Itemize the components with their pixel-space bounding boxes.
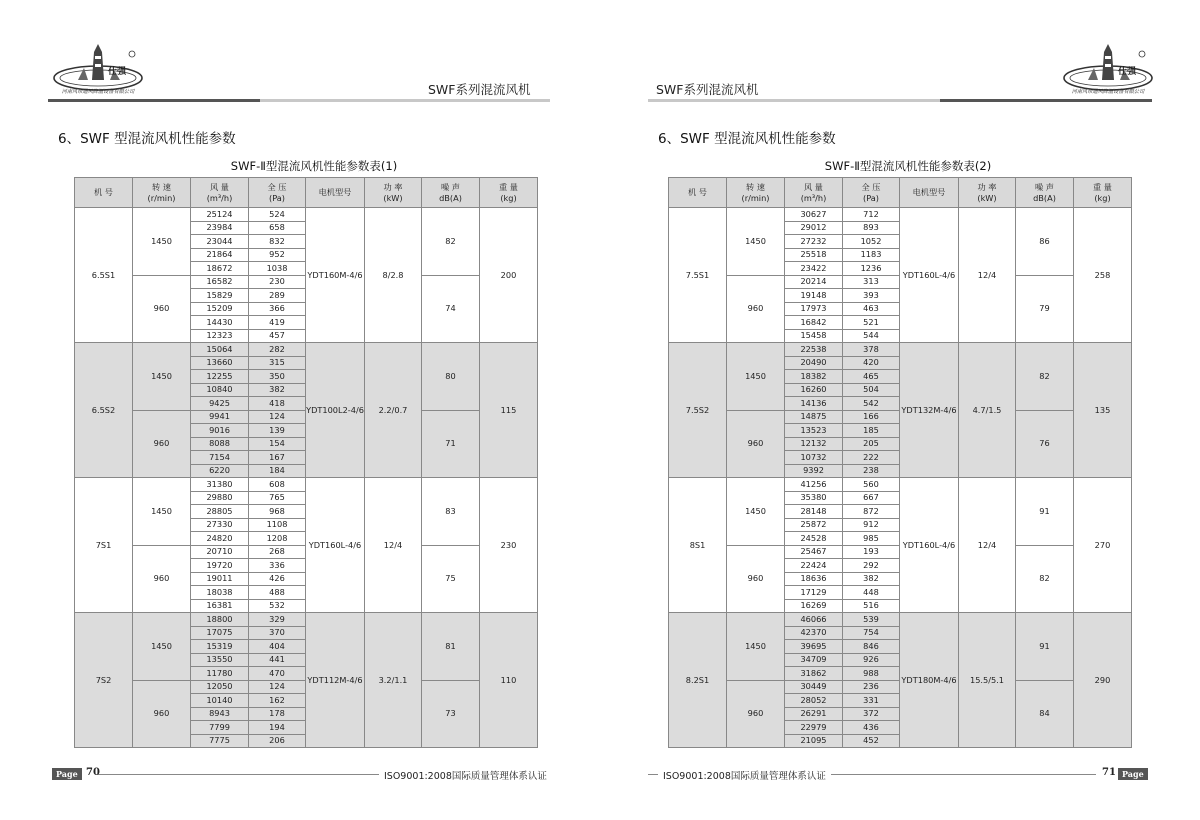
noise-cell: 86 xyxy=(1016,208,1074,276)
logo-company: 河南风帝通风降温设备有限公司 xyxy=(1071,89,1145,95)
pressure-cell: 754 xyxy=(843,626,900,640)
flow-cell: 16269 xyxy=(785,599,843,613)
pressure-cell: 968 xyxy=(249,505,306,519)
flow-cell: 35380 xyxy=(785,491,843,505)
model-cell: 7.5S1 xyxy=(669,208,727,343)
noise-cell: 82 xyxy=(422,208,480,276)
table-row xyxy=(75,613,538,627)
flow-cell: 14875 xyxy=(785,410,843,424)
noise-cell: 91 xyxy=(1016,613,1074,681)
table-row xyxy=(669,343,1132,357)
pressure-cell: 382 xyxy=(843,572,900,586)
company-logo xyxy=(1058,40,1168,96)
pressure-cell: 846 xyxy=(843,640,900,654)
flow-cell: 16260 xyxy=(785,383,843,397)
section-heading: 6、SWF 型混流风机性能参数 xyxy=(658,131,836,147)
flow-cell: 18800 xyxy=(191,613,249,627)
pressure-cell: 1208 xyxy=(249,532,306,546)
table-row xyxy=(669,613,1132,627)
flow-cell: 22979 xyxy=(785,721,843,735)
pressure-cell: 124 xyxy=(249,410,306,424)
header-power: 功 率 (kW) xyxy=(365,178,422,208)
noise-cell: 75 xyxy=(422,545,480,613)
page-number: 70 xyxy=(86,767,100,778)
header-rule-light xyxy=(260,99,550,102)
flow-cell: 23984 xyxy=(191,221,249,235)
logo-brand: 仕强 xyxy=(108,67,127,77)
pressure-cell: 166 xyxy=(843,410,900,424)
pressure-cell: 952 xyxy=(249,248,306,262)
pressure-cell: 315 xyxy=(249,356,306,370)
pressure-cell: 185 xyxy=(843,424,900,438)
pressure-cell: 532 xyxy=(249,599,306,613)
pressure-cell: 331 xyxy=(843,694,900,708)
pressure-cell: 436 xyxy=(843,721,900,735)
header-noise: 噪 声 dB(A) xyxy=(422,178,480,208)
model-cell: 7.5S2 xyxy=(669,343,727,478)
speed-cell: 960 xyxy=(727,410,785,478)
flow-cell: 15319 xyxy=(191,640,249,654)
noise-cell: 82 xyxy=(1016,545,1074,613)
table-title: SWF-Ⅱ型混流风机性能参数表(2) xyxy=(824,159,992,173)
pressure-cell: 448 xyxy=(843,586,900,600)
flow-cell: 15209 xyxy=(191,302,249,316)
pressure-cell: 370 xyxy=(249,626,306,640)
flow-cell: 22538 xyxy=(785,343,843,357)
pressure-cell: 1108 xyxy=(249,518,306,532)
motor-cell: YDT160L-4/6 xyxy=(306,478,365,613)
flow-cell: 14136 xyxy=(785,397,843,411)
pressure-cell: 712 xyxy=(843,208,900,222)
pressure-cell: 658 xyxy=(249,221,306,235)
page-label: Page xyxy=(52,768,82,780)
flow-cell: 18382 xyxy=(785,370,843,384)
flow-cell: 9425 xyxy=(191,397,249,411)
model-cell: 6.5S1 xyxy=(75,208,133,343)
header-model: 机 号 xyxy=(75,178,133,208)
flow-cell: 31862 xyxy=(785,667,843,681)
flow-cell: 20710 xyxy=(191,545,249,559)
table-row xyxy=(669,478,1132,492)
power-cell: 2.2/0.7 xyxy=(365,343,422,478)
flow-cell: 42370 xyxy=(785,626,843,640)
pressure-cell: 832 xyxy=(249,235,306,249)
fan-model-group xyxy=(669,343,1132,478)
flow-cell: 27330 xyxy=(191,518,249,532)
pressure-cell: 393 xyxy=(843,289,900,303)
logo-brand: 仕强 xyxy=(1118,67,1137,77)
fan-model-group xyxy=(75,478,538,613)
pressure-cell: 765 xyxy=(249,491,306,505)
pressure-cell: 926 xyxy=(843,653,900,667)
header-rule-dark xyxy=(48,99,260,102)
speed-cell: 960 xyxy=(133,545,191,613)
flow-cell: 25124 xyxy=(191,208,249,222)
flow-cell: 27232 xyxy=(785,235,843,249)
pressure-cell: 404 xyxy=(249,640,306,654)
speed-cell: 960 xyxy=(727,680,785,748)
pressure-cell: 524 xyxy=(249,208,306,222)
flow-cell: 28052 xyxy=(785,694,843,708)
page-label: Page xyxy=(1118,768,1148,780)
flow-cell: 21095 xyxy=(785,734,843,748)
pressure-cell: 282 xyxy=(249,343,306,357)
pressure-cell: 608 xyxy=(249,478,306,492)
pressure-cell: 268 xyxy=(249,545,306,559)
pressure-cell: 329 xyxy=(249,613,306,627)
pressure-cell: 292 xyxy=(843,559,900,573)
series-title: SWF系列混流风机 xyxy=(428,82,531,97)
pressure-cell: 504 xyxy=(843,383,900,397)
weight-cell: 110 xyxy=(480,613,538,748)
pressure-cell: 463 xyxy=(843,302,900,316)
flow-cell: 34709 xyxy=(785,653,843,667)
pressure-cell: 912 xyxy=(843,518,900,532)
logo-company: 河南风帝通风降温设备有限公司 xyxy=(61,89,135,95)
pressure-cell: 544 xyxy=(843,329,900,343)
header-pressure: 全 压 (Pa) xyxy=(843,178,900,208)
flow-cell: 30449 xyxy=(785,680,843,694)
pressure-cell: 206 xyxy=(249,734,306,748)
flow-cell: 21864 xyxy=(191,248,249,262)
weight-cell: 135 xyxy=(1074,343,1132,478)
speed-cell: 960 xyxy=(133,275,191,343)
flow-cell: 15064 xyxy=(191,343,249,357)
pressure-cell: 426 xyxy=(249,572,306,586)
header-flow: 风 量 (m³/h) xyxy=(191,178,249,208)
header-weight: 重 量 (kg) xyxy=(480,178,538,208)
power-cell: 15.5/5.1 xyxy=(959,613,1016,748)
series-title: SWF系列混流风机 xyxy=(656,82,759,97)
speed-cell: 960 xyxy=(133,410,191,478)
pressure-cell: 154 xyxy=(249,437,306,451)
fan-model-group xyxy=(669,478,1132,613)
header-noise: 噪 声 dB(A) xyxy=(1016,178,1074,208)
flow-cell: 6220 xyxy=(191,464,249,478)
flow-cell: 13523 xyxy=(785,424,843,438)
header-model: 机 号 xyxy=(669,178,727,208)
pressure-cell: 194 xyxy=(249,721,306,735)
pressure-cell: 139 xyxy=(249,424,306,438)
fan-model-group xyxy=(75,208,538,343)
weight-cell: 200 xyxy=(480,208,538,343)
pressure-cell: 372 xyxy=(843,707,900,721)
pressure-cell: 488 xyxy=(249,586,306,600)
pressure-cell: 452 xyxy=(843,734,900,748)
flow-cell: 22424 xyxy=(785,559,843,573)
flow-cell: 12132 xyxy=(785,437,843,451)
flow-cell: 9392 xyxy=(785,464,843,478)
pressure-cell: 988 xyxy=(843,667,900,681)
pressure-cell: 465 xyxy=(843,370,900,384)
pressure-cell: 193 xyxy=(843,545,900,559)
flow-cell: 16381 xyxy=(191,599,249,613)
motor-cell: YDT160M-4/6 xyxy=(306,208,365,343)
flow-cell: 10840 xyxy=(191,383,249,397)
flow-cell: 13660 xyxy=(191,356,249,370)
power-cell: 12/4 xyxy=(365,478,422,613)
flow-cell: 9941 xyxy=(191,410,249,424)
flow-cell: 20490 xyxy=(785,356,843,370)
flow-cell: 25467 xyxy=(785,545,843,559)
section-heading: 6、SWF 型混流风机性能参数 xyxy=(58,131,236,147)
pressure-cell: 230 xyxy=(249,275,306,289)
header-weight: 重 量 (kg) xyxy=(1074,178,1132,208)
pressure-cell: 470 xyxy=(249,667,306,681)
flow-cell: 28148 xyxy=(785,505,843,519)
pressure-cell: 872 xyxy=(843,505,900,519)
noise-cell: 74 xyxy=(422,275,480,343)
flow-cell: 23422 xyxy=(785,262,843,276)
pressure-cell: 457 xyxy=(249,329,306,343)
header-speed: 转 速 (r/min) xyxy=(133,178,191,208)
flow-cell: 10140 xyxy=(191,694,249,708)
flow-cell: 11780 xyxy=(191,667,249,681)
pressure-cell: 1038 xyxy=(249,262,306,276)
flow-cell: 29012 xyxy=(785,221,843,235)
flow-cell: 24528 xyxy=(785,532,843,546)
pressure-cell: 382 xyxy=(249,383,306,397)
table-row xyxy=(75,478,538,492)
pressure-cell: 313 xyxy=(843,275,900,289)
noise-cell: 76 xyxy=(1016,410,1074,478)
noise-cell: 83 xyxy=(422,478,480,546)
flow-cell: 18038 xyxy=(191,586,249,600)
fan-model-group xyxy=(669,208,1132,343)
performance-table xyxy=(74,177,538,748)
page-number: 71 xyxy=(1102,767,1116,778)
flow-cell: 16842 xyxy=(785,316,843,330)
flow-cell: 29880 xyxy=(191,491,249,505)
flow-cell: 18636 xyxy=(785,572,843,586)
flow-cell: 25872 xyxy=(785,518,843,532)
flow-cell: 17973 xyxy=(785,302,843,316)
power-cell: 3.2/1.1 xyxy=(365,613,422,748)
right-page xyxy=(600,0,1200,820)
model-cell: 8S1 xyxy=(669,478,727,613)
header-rule-light xyxy=(648,99,940,102)
flow-cell: 20214 xyxy=(785,275,843,289)
pressure-cell: 124 xyxy=(249,680,306,694)
flow-cell: 30627 xyxy=(785,208,843,222)
noise-cell: 84 xyxy=(1016,680,1074,748)
flow-cell: 18672 xyxy=(191,262,249,276)
flow-cell: 12050 xyxy=(191,680,249,694)
pressure-cell: 1236 xyxy=(843,262,900,276)
flow-cell: 7775 xyxy=(191,734,249,748)
flow-cell: 17075 xyxy=(191,626,249,640)
flow-cell: 10732 xyxy=(785,451,843,465)
power-cell: 8/2.8 xyxy=(365,208,422,343)
pressure-cell: 539 xyxy=(843,613,900,627)
flow-cell: 46066 xyxy=(785,613,843,627)
speed-cell: 1450 xyxy=(133,613,191,681)
flow-cell: 17129 xyxy=(785,586,843,600)
header-pressure: 全 压 (Pa) xyxy=(249,178,306,208)
motor-cell: YDT160L-4/6 xyxy=(900,208,959,343)
pressure-cell: 441 xyxy=(249,653,306,667)
header-motor: 电机型号 xyxy=(900,178,959,208)
flow-cell: 15458 xyxy=(785,329,843,343)
pressure-cell: 1052 xyxy=(843,235,900,249)
noise-cell: 82 xyxy=(1016,343,1074,411)
pressure-cell: 378 xyxy=(843,343,900,357)
tower-logo-icon xyxy=(1058,40,1168,96)
table-header-row xyxy=(669,178,1132,208)
fan-model-group xyxy=(669,613,1132,748)
flow-cell: 41256 xyxy=(785,478,843,492)
header-rule-dark xyxy=(940,99,1152,102)
pressure-cell: 418 xyxy=(249,397,306,411)
iso-certification: ISO9001:2008国际质量管理体系认证 xyxy=(379,768,552,782)
speed-cell: 960 xyxy=(727,545,785,613)
weight-cell: 230 xyxy=(480,478,538,613)
speed-cell: 1450 xyxy=(133,208,191,276)
table-title: SWF-Ⅱ型混流风机性能参数表(1) xyxy=(230,159,398,173)
power-cell: 12/4 xyxy=(959,208,1016,343)
power-cell: 4.7/1.5 xyxy=(959,343,1016,478)
flow-cell: 12255 xyxy=(191,370,249,384)
flow-cell: 23044 xyxy=(191,235,249,249)
pressure-cell: 420 xyxy=(843,356,900,370)
iso-certification: ISO9001:2008国际质量管理体系认证 xyxy=(658,768,831,782)
flow-cell: 7154 xyxy=(191,451,249,465)
noise-cell: 79 xyxy=(1016,275,1074,343)
pressure-cell: 184 xyxy=(249,464,306,478)
fan-model-group xyxy=(75,343,538,478)
motor-cell: YDT112M-4/6 xyxy=(306,613,365,748)
table-row xyxy=(669,208,1132,222)
header-power: 功 率 (kW) xyxy=(959,178,1016,208)
pressure-cell: 222 xyxy=(843,451,900,465)
flow-cell: 8088 xyxy=(191,437,249,451)
motor-cell: YDT132M-4/6 xyxy=(900,343,959,478)
company-logo xyxy=(48,40,158,96)
pressure-cell: 336 xyxy=(249,559,306,573)
speed-cell: 1450 xyxy=(727,613,785,681)
power-cell: 12/4 xyxy=(959,478,1016,613)
pressure-cell: 167 xyxy=(249,451,306,465)
flow-cell: 13550 xyxy=(191,653,249,667)
pressure-cell: 893 xyxy=(843,221,900,235)
table-row xyxy=(75,208,538,222)
flow-cell: 14430 xyxy=(191,316,249,330)
pressure-cell: 560 xyxy=(843,478,900,492)
flow-cell: 31380 xyxy=(191,478,249,492)
pressure-cell: 238 xyxy=(843,464,900,478)
weight-cell: 270 xyxy=(1074,478,1132,613)
pressure-cell: 289 xyxy=(249,289,306,303)
flow-cell: 26291 xyxy=(785,707,843,721)
model-cell: 7S1 xyxy=(75,478,133,613)
noise-cell: 80 xyxy=(422,343,480,411)
flow-cell: 12323 xyxy=(191,329,249,343)
weight-cell: 258 xyxy=(1074,208,1132,343)
flow-cell: 19148 xyxy=(785,289,843,303)
noise-cell: 81 xyxy=(422,613,480,681)
pressure-cell: 419 xyxy=(249,316,306,330)
flow-cell: 39695 xyxy=(785,640,843,654)
weight-cell: 115 xyxy=(480,343,538,478)
pressure-cell: 542 xyxy=(843,397,900,411)
weight-cell: 290 xyxy=(1074,613,1132,748)
pressure-cell: 350 xyxy=(249,370,306,384)
flow-cell: 16582 xyxy=(191,275,249,289)
pressure-cell: 366 xyxy=(249,302,306,316)
header-flow: 风 量 (m³/h) xyxy=(785,178,843,208)
speed-cell: 1450 xyxy=(727,478,785,546)
pressure-cell: 667 xyxy=(843,491,900,505)
speed-cell: 960 xyxy=(133,680,191,748)
flow-cell: 24820 xyxy=(191,532,249,546)
flow-cell: 9016 xyxy=(191,424,249,438)
tower-logo-icon xyxy=(48,40,158,96)
flow-cell: 7799 xyxy=(191,721,249,735)
table-row xyxy=(75,343,538,357)
flow-cell: 8943 xyxy=(191,707,249,721)
motor-cell: YDT160L-4/6 xyxy=(900,478,959,613)
flow-cell: 15829 xyxy=(191,289,249,303)
model-cell: 6.5S2 xyxy=(75,343,133,478)
fan-model-group xyxy=(75,613,538,748)
noise-cell: 73 xyxy=(422,680,480,748)
flow-cell: 25518 xyxy=(785,248,843,262)
header-speed: 转 速 (r/min) xyxy=(727,178,785,208)
speed-cell: 960 xyxy=(727,275,785,343)
flow-cell: 28805 xyxy=(191,505,249,519)
speed-cell: 1450 xyxy=(727,208,785,276)
noise-cell: 71 xyxy=(422,410,480,478)
motor-cell: YDT180M-4/6 xyxy=(900,613,959,748)
speed-cell: 1450 xyxy=(133,343,191,411)
pressure-cell: 1183 xyxy=(843,248,900,262)
noise-cell: 91 xyxy=(1016,478,1074,546)
pressure-cell: 516 xyxy=(843,599,900,613)
pressure-cell: 162 xyxy=(249,694,306,708)
pressure-cell: 521 xyxy=(843,316,900,330)
pressure-cell: 985 xyxy=(843,532,900,546)
flow-cell: 19011 xyxy=(191,572,249,586)
motor-cell: YDT100L2-4/6 xyxy=(306,343,365,478)
table-header-row xyxy=(75,178,538,208)
model-cell: 8.2S1 xyxy=(669,613,727,748)
pressure-cell: 236 xyxy=(843,680,900,694)
pressure-cell: 205 xyxy=(843,437,900,451)
speed-cell: 1450 xyxy=(133,478,191,546)
flow-cell: 19720 xyxy=(191,559,249,573)
performance-table xyxy=(668,177,1132,748)
header-motor: 电机型号 xyxy=(306,178,365,208)
pressure-cell: 178 xyxy=(249,707,306,721)
speed-cell: 1450 xyxy=(727,343,785,411)
model-cell: 7S2 xyxy=(75,613,133,748)
